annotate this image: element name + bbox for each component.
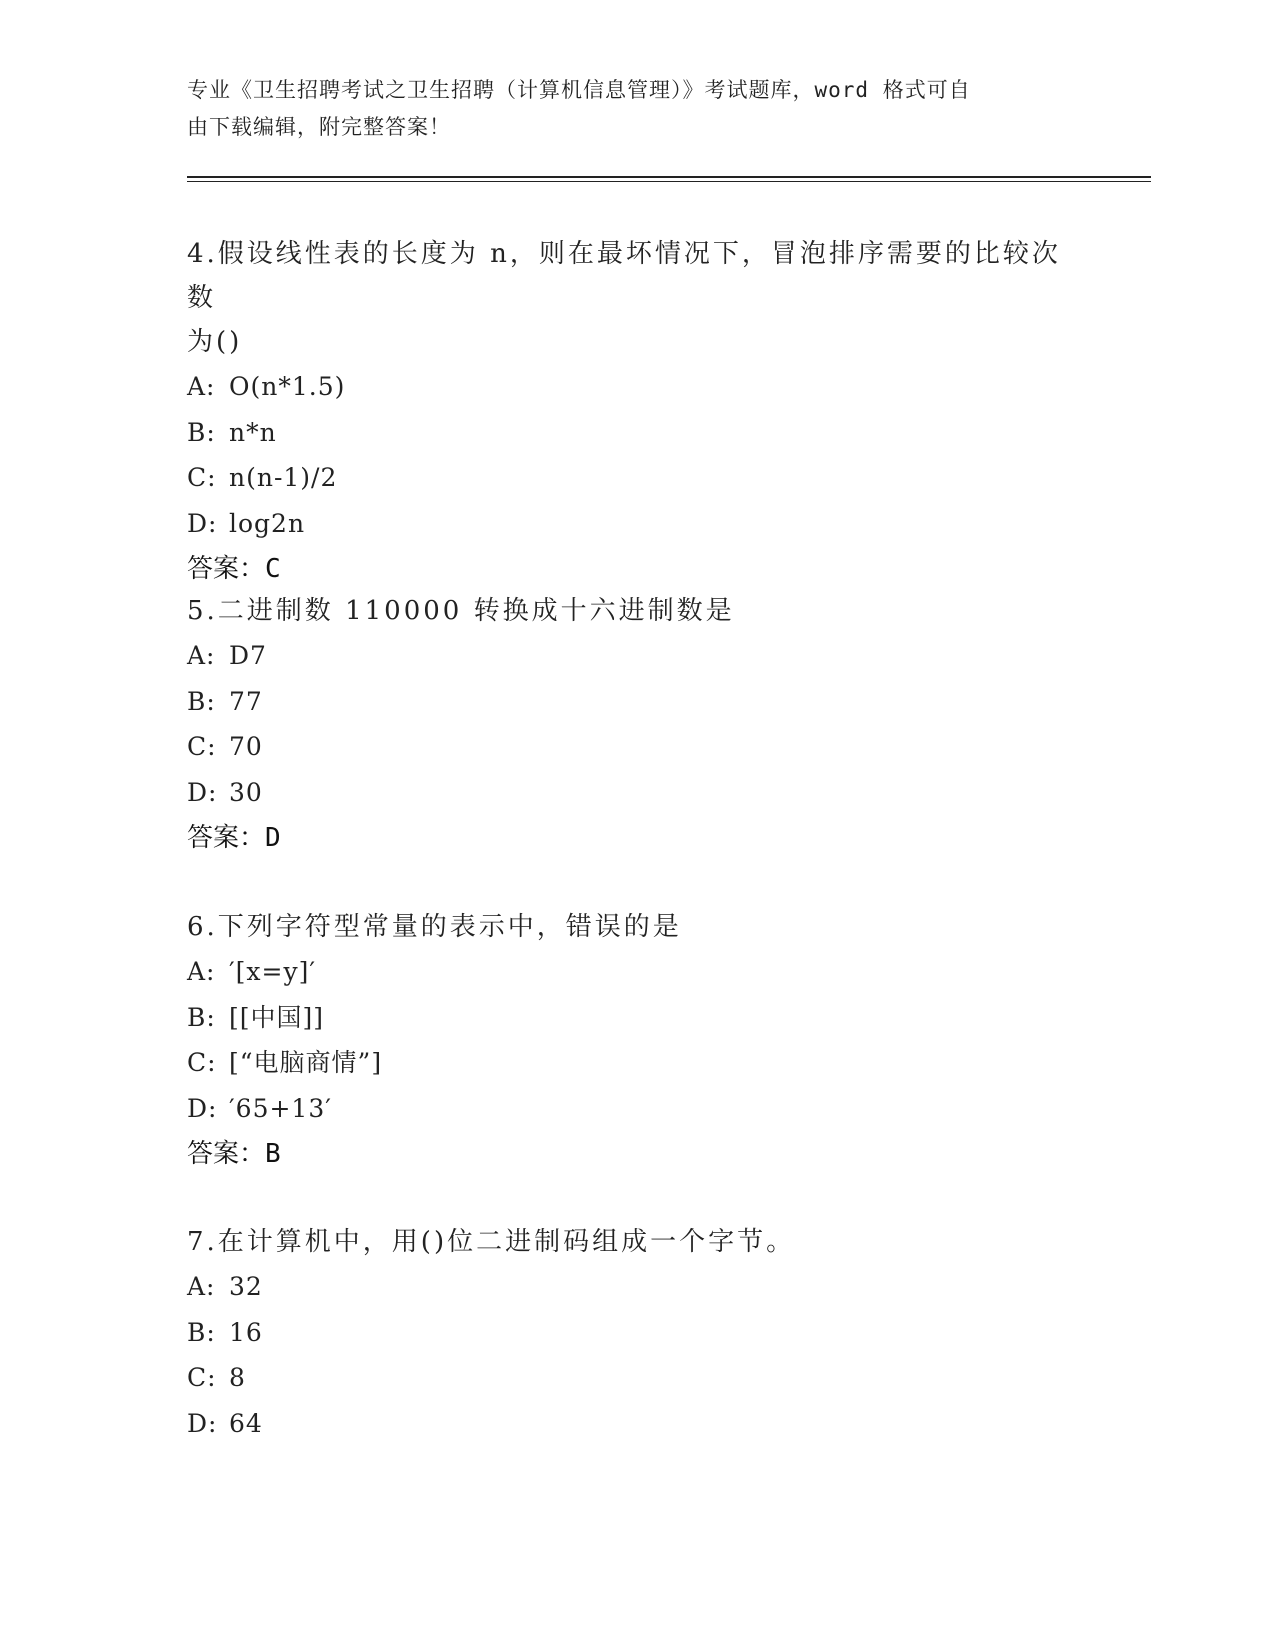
document-header — [187, 72, 1067, 146]
option-text: 70 — [229, 732, 263, 761]
option-b — [187, 995, 1087, 1041]
option-d — [187, 501, 1087, 547]
question-stem: 7.在计算机中，用()位二进制码组成一个字节。 — [187, 1227, 796, 1257]
question-6 — [187, 905, 1087, 1177]
option-letter: A: — [187, 372, 216, 401]
header-line: 专业《卫生招聘考试之卫生招聘（计算机信息管理）》考试题库，word 格式可自 — [187, 78, 971, 102]
question-stem: 6.下列字符型常量的表示中，错误的是 — [187, 912, 682, 942]
option-a — [187, 949, 1087, 995]
option-d — [187, 770, 1087, 816]
option-d — [187, 1401, 1087, 1447]
answer: 答案：D — [187, 823, 281, 853]
option-text: ′65+13′ — [229, 1093, 332, 1123]
question-stem: 为() — [187, 327, 243, 357]
option-text: n*n — [229, 417, 277, 447]
option-letter: C: — [187, 1363, 217, 1392]
option-text: 8 — [229, 1363, 246, 1392]
option-letter: B: — [187, 1002, 216, 1032]
option-letter: B: — [187, 417, 216, 447]
option-letter: D: — [187, 1408, 218, 1438]
option-c — [187, 1355, 1087, 1401]
option-c — [187, 1040, 1087, 1086]
option-b — [187, 1310, 1087, 1356]
option-letter: A: — [187, 1272, 216, 1301]
option-text: D7 — [229, 641, 267, 670]
option-d — [187, 1086, 1087, 1132]
option-c — [187, 724, 1087, 770]
answer: 答案：C — [187, 554, 281, 584]
option-text: n(n-1)/2 — [229, 463, 338, 492]
option-text: O(n*1.5) — [229, 372, 346, 401]
option-letter: B: — [187, 686, 216, 716]
option-letter: D: — [187, 508, 218, 538]
question-4 — [187, 232, 1087, 592]
option-b — [187, 410, 1087, 456]
option-text: 77 — [229, 686, 263, 716]
option-text: 64 — [229, 1408, 263, 1438]
option-letter: D: — [187, 1093, 218, 1123]
option-a — [187, 1264, 1087, 1310]
option-b — [187, 679, 1087, 725]
question-stem: 5.二进制数 110000 转换成十六进制数是 — [187, 596, 735, 626]
question-stem: 4.假设线性表的长度为 n，则在最坏情况下，冒泡排序需要的比较次数 — [187, 239, 1061, 313]
option-c — [187, 455, 1087, 501]
question-7 — [187, 1220, 1087, 1446]
answer: 答案：B — [187, 1139, 281, 1169]
option-text: 32 — [229, 1272, 263, 1301]
option-text: 16 — [229, 1317, 263, 1347]
option-letter: C: — [187, 1048, 217, 1077]
option-letter: C: — [187, 463, 217, 492]
header-line: 由下载编辑，附完整答案！ — [187, 115, 451, 139]
option-text: 30 — [229, 777, 263, 807]
question-5 — [187, 589, 1087, 861]
option-letter: A: — [187, 641, 216, 670]
option-a — [187, 364, 1087, 410]
option-letter: B: — [187, 1317, 216, 1347]
option-text: [“电脑商情”] — [229, 1048, 383, 1077]
option-a — [187, 633, 1087, 679]
option-text: [[中国]] — [229, 1002, 325, 1032]
header-divider — [187, 181, 1151, 182]
option-letter: C: — [187, 732, 217, 761]
option-text: log2n — [229, 508, 306, 538]
header-divider — [187, 176, 1151, 178]
option-letter: D: — [187, 777, 218, 807]
option-letter: A: — [187, 957, 216, 986]
option-text: ′[x=y]′ — [229, 957, 317, 986]
